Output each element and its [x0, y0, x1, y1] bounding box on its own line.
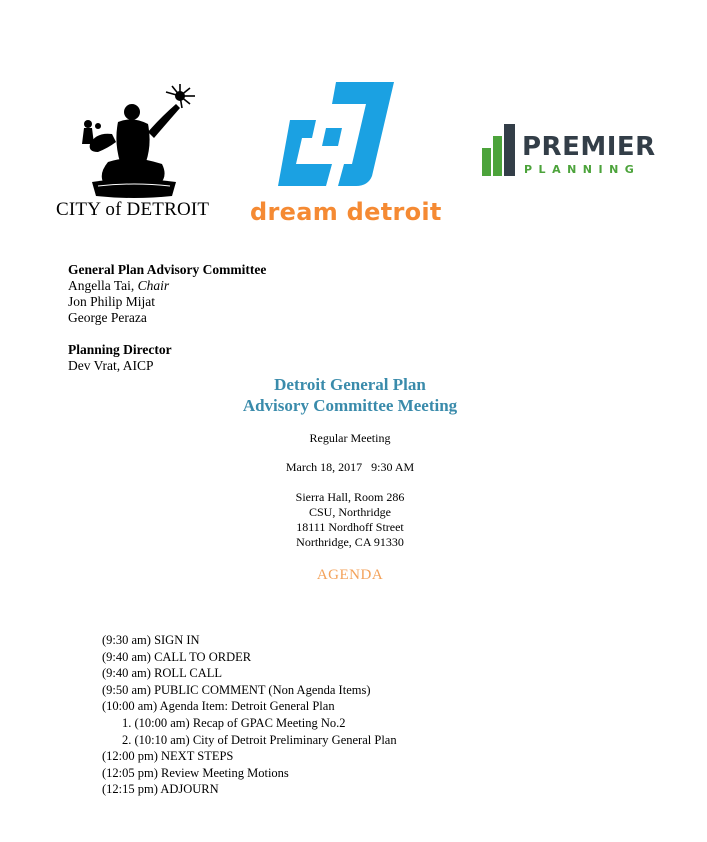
chair-role: Chair — [137, 278, 170, 293]
location-line: CSU, Northridge — [309, 505, 391, 519]
director-block — [68, 342, 172, 374]
agenda-item: (12:00 pm) NEXT STEPS — [102, 749, 234, 764]
committee-chair — [68, 278, 266, 294]
agenda-list — [102, 632, 397, 798]
meeting-datetime — [210, 460, 490, 475]
agenda-heading: AGENDA — [316, 567, 384, 583]
dream-detroit-d-mark-icon — [276, 80, 396, 190]
agenda-subitem: 2. (10:10 am) City of Detroit Preliminary General Plan — [122, 732, 397, 747]
agenda-item: (9:40 am) CALL TO ORDER — [102, 649, 252, 664]
agenda-item: (10:00 am) Agenda Item: Detroit General Plan — [102, 699, 335, 714]
agenda-item: (9:40 am) ROLL CALL — [102, 666, 223, 681]
committee-member: Jon Philip Mijat — [68, 294, 156, 309]
dream-detroit-caption: dream detroit — [250, 198, 442, 226]
title-line-1: Detroit General Plan — [274, 375, 426, 394]
committee-block — [68, 262, 266, 326]
meeting-location — [210, 490, 490, 550]
city-of-detroit-logo — [56, 82, 210, 222]
detroit-logo-caption: CITY of DETROIT — [56, 199, 210, 220]
spirit-of-detroit-statue-icon — [68, 82, 200, 200]
dream-detroit-logo — [250, 80, 442, 230]
committee-member: George Peraza — [68, 310, 147, 325]
director-heading: Planning Director — [68, 342, 172, 357]
location-line: 18111 Nordhoff Street — [296, 520, 404, 534]
agenda-item: (9:30 am) SIGN IN — [102, 633, 200, 647]
meeting-datetime-text: March 18, 2017 9:30 AM — [285, 460, 415, 474]
location-line: Northridge, CA 91330 — [296, 535, 404, 549]
agenda-subitem: 1. (10:00 am) Recap of GPAC Meeting No.2 — [122, 715, 346, 730]
director-name: Dev Vrat, AICP — [68, 358, 154, 373]
meeting-title — [180, 374, 520, 416]
agenda-item: (12:05 pm) Review Meeting Motions — [102, 765, 289, 780]
building-bars-icon — [480, 122, 520, 178]
committee-heading: General Plan Advisory Committee — [68, 262, 267, 277]
agenda-item: (12:15 pm) ADJOURN — [102, 782, 219, 797]
chair-name: Angella Tai, — [68, 278, 138, 293]
planning-logo-word: PLANNING — [524, 163, 641, 176]
agenda-item: (9:50 am) PUBLIC COMMENT (Non Agenda Items) — [102, 682, 371, 697]
location-line: Sierra Hall, Room 286 — [295, 490, 405, 504]
meeting-type: Regular Meeting — [309, 431, 391, 445]
premier-logo-word: PREMIER — [522, 132, 656, 162]
premier-planning-logo — [480, 122, 656, 182]
title-line-2: Advisory Committee Meeting — [242, 396, 458, 415]
